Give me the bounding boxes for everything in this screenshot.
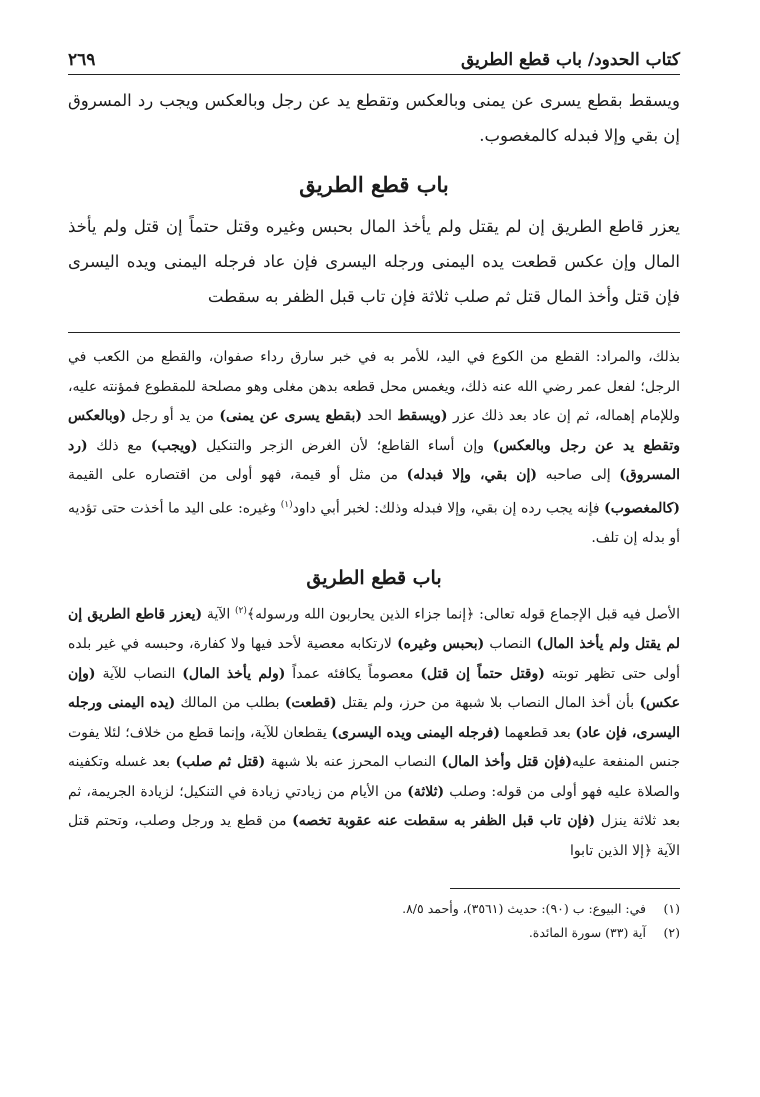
commentary xyxy=(68,343,680,866)
bold-quote-segment: (إن بقي، وإلا فبدله) xyxy=(406,467,538,483)
bold-quote-segment: (ويسقط xyxy=(397,408,448,424)
text-segment: الآية xyxy=(202,606,236,623)
text-segment: الحد xyxy=(361,408,398,424)
bold-quote-segment: (وإن عكس) xyxy=(68,665,680,712)
main-text-intro: ويسقط بقطع يسرى عن يمنى وبالعكس وتقطع يد عن رجل وبالعكس ويجب رد المسروق إن بقي وإلا فبدله كالمغصوب. xyxy=(68,91,680,145)
bold-quote-segment: (بحبس وغيره) xyxy=(397,636,485,653)
footnote-text: آية (٣٣) سورة المائدة. xyxy=(528,925,646,941)
text-segment: فإنه يجب رده إن بقي، وإلا فبدله وذلك: لخبر أبي داود xyxy=(292,500,605,517)
text-segment: بعد غسله وتكفينه والصلاة عليه فهو أولى من قوله: وصلب xyxy=(68,754,680,800)
commentary-paragraph-2 xyxy=(68,597,680,866)
bold-quote-segment: (بقطع يسرى عن يمنى) xyxy=(219,408,362,424)
text-segment: بذلك، والمراد: القطع من الكوع في اليد، للأمر به في خبر سارق رداء صفوان، والقطع من الكعب في الرجل؛ لفعل عمر رضي الله عنه ذلك، ويغمس محل قطعه بدهن مغلى وهو مصلحة للمقطوع فمؤنته عليه، وللإمام إهماله، ثم إن عاد بعد ذلك عزر xyxy=(68,349,680,424)
page-number: ٢٦٩ xyxy=(68,50,96,70)
bold-quote-segment: (فإن تاب قبل الظفر به سقطت عنه عقوبة تخصه) xyxy=(292,813,596,830)
text-segment: إلى صاحبه xyxy=(537,467,620,483)
bold-quote-segment: (رد المسروق) xyxy=(68,437,680,483)
bold-quote-segment: (قتل ثم صلب) xyxy=(175,754,266,771)
text-segment: الأصل فيه قبل الإجماع قوله تعالى: ﴿إنما جزاء الذين يحاربون الله ورسوله﴾ xyxy=(246,606,680,623)
text-segment: وغيره: على اليد ما أخذت حتى تؤديه أو بدله إن تلف. xyxy=(68,500,680,546)
text-segment: مع ذلك xyxy=(87,437,151,454)
bold-quote-segment: (ثلاثة) xyxy=(407,783,445,800)
bold-quote-segment: (كالمغصوب) xyxy=(604,500,680,517)
book-page xyxy=(68,40,680,945)
bold-quote-segment: (وبالعكس وتقطع يد عن رجل وبالعكس) xyxy=(68,408,680,454)
text-segment: بطلب من المالك xyxy=(175,695,285,712)
footnote-number: (٢) xyxy=(663,925,680,941)
text-segment: من يد أو رجل xyxy=(126,408,220,424)
bold-quote-segment: (قطعت) xyxy=(284,695,337,712)
text-segment: يقطعان للآية، وإنما قطع من خلاف؛ لئلا يفوت جنس المنفعة عليه xyxy=(68,724,681,771)
bold-quote-segment: (فإن قتل وأخذ المال) xyxy=(441,754,573,771)
text-segment: بعد قطعهما xyxy=(499,724,576,741)
commentary-chapter-title: باب قطع الطريق xyxy=(306,567,442,590)
text-segment: النصاب xyxy=(484,636,537,653)
text-segment: معصوماً يكافئه عمداً xyxy=(285,665,421,682)
text-segment: من مثل أو قيمة، فهو أولى من اقتصاره على القيمة xyxy=(68,467,407,483)
text-segment: من الأيام من زيادتي زيادة في التنكيل؛ لزيادة الجريمة، ثم بعد ثلاثة ينزل xyxy=(68,783,680,830)
chapter-title: باب قطع الطريق xyxy=(299,172,449,197)
footnote xyxy=(68,897,680,921)
running-title: كتاب الحدود/ باب قطع الطريق xyxy=(460,50,680,70)
footnote-ref: (١) xyxy=(280,499,293,510)
bold-quote-segment: (فرجله اليمنى ويده اليسرى) xyxy=(331,724,500,741)
bold-quote-segment: (ويجب) xyxy=(150,437,198,454)
footnote-text: في: البيوع: ب (٩٠): حديث (٣٥٦١)، وأحمد ٨/٥. xyxy=(402,901,646,917)
text-divider xyxy=(68,332,680,333)
commentary-paragraph-1 xyxy=(68,343,680,553)
text-segment: النصاب للآية xyxy=(95,665,183,682)
main-text-chapter: يعزر قاطع الطريق إن لم يقتل ولم يأخذ المال بحبس وغيره وقتل حتماً إن قتل ولم يأخذ المال وإن عكس قطعت يده اليمنى ورجله اليسرى فإن عاد فرجله اليمنى ويده اليسرى فإن قتل وأخذ المال قتل ثم صلب ثلاثة فإن تاب قبل الظفر به سقطت xyxy=(68,217,680,306)
bold-quote-segment: (ولم يأخذ المال) xyxy=(182,665,286,682)
main-text xyxy=(68,83,680,314)
footnote-ref: (٢) xyxy=(235,606,247,617)
text-segment: بأن أخذ المال النصاب بلا شبهة من حرز، ولم يقتل xyxy=(336,695,640,712)
page-header xyxy=(68,40,680,75)
footnote-number: (١) xyxy=(663,901,680,917)
bold-quote-segment: (يعزر قاطع الطريق إن لم يقتل ولم يأخذ المال) xyxy=(68,606,680,653)
footnote-divider xyxy=(450,888,680,889)
text-segment: من قطع يد ورجل وصلب، وتحتم قتل الآية ﴿إلا الذين تابوا xyxy=(68,813,680,859)
bold-quote-segment: (يده اليمنى ورجله اليسرى، فإن عاد) xyxy=(68,695,680,741)
bold-quote-segment: (وقتل حتماً إن قتل) xyxy=(420,665,545,682)
text-segment: وإن أساء القاطع؛ لأن الغرض الزجر والتنكيل xyxy=(197,437,493,454)
footnotes xyxy=(68,897,680,945)
text-segment: النصاب المحرز عنه بلا شبهة xyxy=(265,754,442,771)
footnote xyxy=(68,921,680,945)
text-segment: لارتكابه معصية لأحد فيها ولا كفارة، وحبسه في غير بلده أولى حتى تظهر توبته xyxy=(68,636,680,682)
